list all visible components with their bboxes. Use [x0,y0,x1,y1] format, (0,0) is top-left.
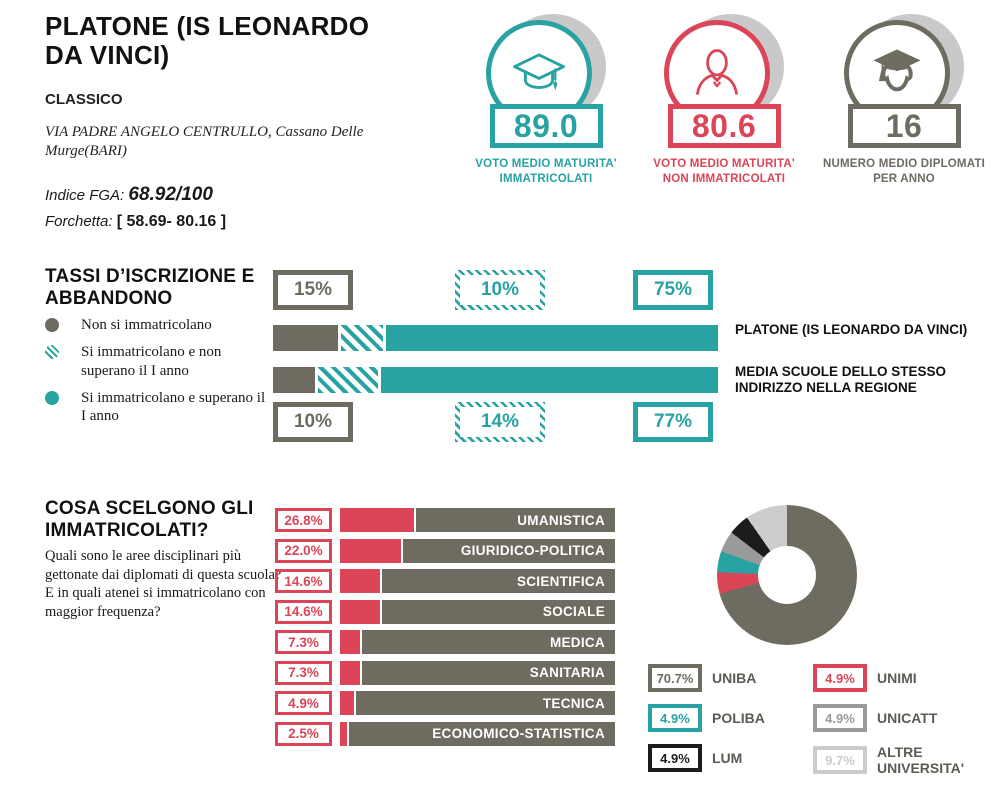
section-title-choices: COSA SCELGONO GLI IMMATRICOLATI? [45,498,254,542]
discipline-percent-box: 22.0% [275,539,332,563]
university-name: UNIBA [712,669,757,686]
discipline-bar-fill [340,722,347,746]
discipline-row [275,722,620,746]
choices-description [45,547,283,621]
stat-badge-non-immatricolati [639,14,809,187]
stat-value: 80.6 [668,104,781,148]
discipline-bar [340,539,615,563]
legend-item-enroll-pass [45,389,270,426]
bar-segment-teal [386,325,718,351]
discipline-bar [340,569,615,593]
discipline-bar-rest [349,722,615,746]
legend-label: Si immatricolano e superano il I anno [81,389,266,425]
discipline-label: UMANISTICA [517,512,605,528]
range-label: Forchetta: [45,213,113,231]
enrollment-bar-0 [273,325,718,351]
bar-segment-teal [381,367,718,393]
discipline-percent-box: 14.6% [275,600,332,624]
rate-value-box: 77% [633,402,713,442]
discipline-bar-fill [340,630,360,654]
legend-label: Non si immatricolano [81,317,212,333]
bar-segment-gray [273,325,338,351]
choices-description-line: Quali sono le aree disciplinari più gettonate dai diplomati di questa scuola? [45,548,282,583]
range-value: [ 58.69- 80.16 ] [116,213,227,231]
discipline-label: SANITARIA [529,665,605,680]
university-legend-item [648,704,828,732]
stat-badge-diplomati [819,14,989,187]
discipline-bar [340,691,615,715]
rate-value-box: 15% [273,270,353,310]
legend-item-no-enroll [45,316,270,334]
stat-badge-immatricolati [461,14,631,187]
discipline-bar-rest [382,569,615,593]
university-legend-item [813,704,993,732]
universities-donut [717,505,857,645]
discipline-bar-fill [340,691,354,715]
discipline-bar-rest [403,539,616,563]
discipline-label: SOCIALE [542,604,605,619]
discipline-percent-box: 7.3% [275,661,332,685]
university-legend-item [813,664,993,692]
university-share-box: 9.7% [813,746,867,774]
fga-label: Indice FGA: [45,187,125,205]
discipline-row [275,600,620,624]
discipline-bar-rest [362,630,615,654]
rate-value-box: 75% [633,270,713,310]
fga-index-line [45,184,405,206]
bar-segment-hatched [341,325,384,351]
university-name: LUM [712,749,743,766]
discipline-label: TECNICA [542,695,605,711]
school-address: VIA PADRE ANGELO CENTRULLO, Cassano Delle Murge(BARI) [45,123,364,159]
discipline-bar [340,722,615,746]
discipline-bar [340,661,615,685]
uni-legend-col-1 [813,664,993,788]
legend-label: Si immatricolano e non superano il I anno [81,344,222,379]
bar-segment-gray [273,367,315,393]
rate-value-box: 14% [455,402,545,442]
university-name: UNIMI [877,669,917,686]
discipline-bars [275,508,620,752]
discipline-label: GIURIDICO-POLITICA [460,543,605,558]
school-info [45,12,405,231]
university-share-box: 4.9% [813,704,867,732]
discipline-bar-fill [340,569,380,593]
rate-value-box: 10% [273,402,353,442]
discipline-bar-rest [362,661,615,685]
discipline-row [275,630,620,654]
discipline-label: ECONOMICO-STATISTICA [432,726,605,741]
discipline-bar-fill [340,539,401,563]
bar-segment-hatched [318,367,378,393]
discipline-bar-fill [340,661,360,685]
discipline-percent-box: 4.9% [275,691,332,715]
enrollment-bar-label-0: PLATONE (IS LEONARDO DA VINCI) [735,322,968,337]
university-name: POLIBA [712,709,765,726]
university-legend-item [813,744,993,776]
discipline-row [275,661,620,685]
university-legend-item [648,744,828,772]
stat-label: VOTO MEDIO MATURITA' NON IMMATRICOLATI [653,158,795,185]
discipline-percent-box: 26.8% [275,508,332,532]
stat-label: VOTO MEDIO MATURITA' IMMATRICOLATI [475,158,617,185]
gray-dot-icon [45,318,59,332]
discipline-row [275,539,620,563]
enrollment-bar-label-1: MEDIA SCUOLE DELLO STESSO INDIRIZZO NELLA REGIONE [735,364,947,396]
discipline-bar [340,508,615,532]
hatched-dot-icon [45,345,59,359]
rate-value-box: 10% [455,270,545,310]
discipline-row [275,569,620,593]
university-legend-item [648,664,828,692]
discipline-bar-rest [416,508,615,532]
discipline-bar [340,600,615,624]
discipline-bar [340,630,615,654]
discipline-bar-rest [356,691,616,715]
discipline-percent-box: 14.6% [275,569,332,593]
university-name: UNICATT [877,709,938,726]
school-type: CLASSICO [45,90,123,108]
discipline-bar-fill [340,600,380,624]
university-share-box: 4.9% [648,704,702,732]
legend-item-enroll-fail [45,343,270,380]
donut-hole [758,546,816,604]
discipline-percent-box: 7.3% [275,630,332,654]
university-name: ALTRE UNIVERSITA' [877,744,965,777]
discipline-label: MEDICA [549,634,605,650]
uni-legend-col-0 [648,664,828,784]
choices-description-line: E in quali atenei si immatricolano con maggior frequenza? [45,585,266,620]
university-share-box: 4.9% [813,664,867,692]
enrollment-bar-1 [273,367,718,393]
discipline-percent-box: 2.5% [275,722,332,746]
fga-value: 68.92/100 [128,184,213,206]
enrollment-legend [45,316,270,434]
page-title: PLATONE (IS LEONARDO DA VINCI) [45,11,370,71]
discipline-row [275,508,620,532]
university-share-box: 70.7% [648,664,702,692]
university-share-box: 4.9% [648,744,702,772]
discipline-row [275,691,620,715]
discipline-bar-rest [382,600,615,624]
stat-value: 89.0 [490,104,603,148]
stat-label: NUMERO MEDIO DIPLOMATI PER ANNO [823,158,985,185]
fga-range-line [45,213,405,231]
discipline-label: SCIENTIFICA [516,573,605,589]
section-title-enrollment: TASSI D’ISCRIZIONE E ABBANDONO [45,266,255,310]
stat-value: 16 [848,104,961,148]
teal-dot-icon [45,391,59,405]
discipline-bar-fill [340,508,414,532]
